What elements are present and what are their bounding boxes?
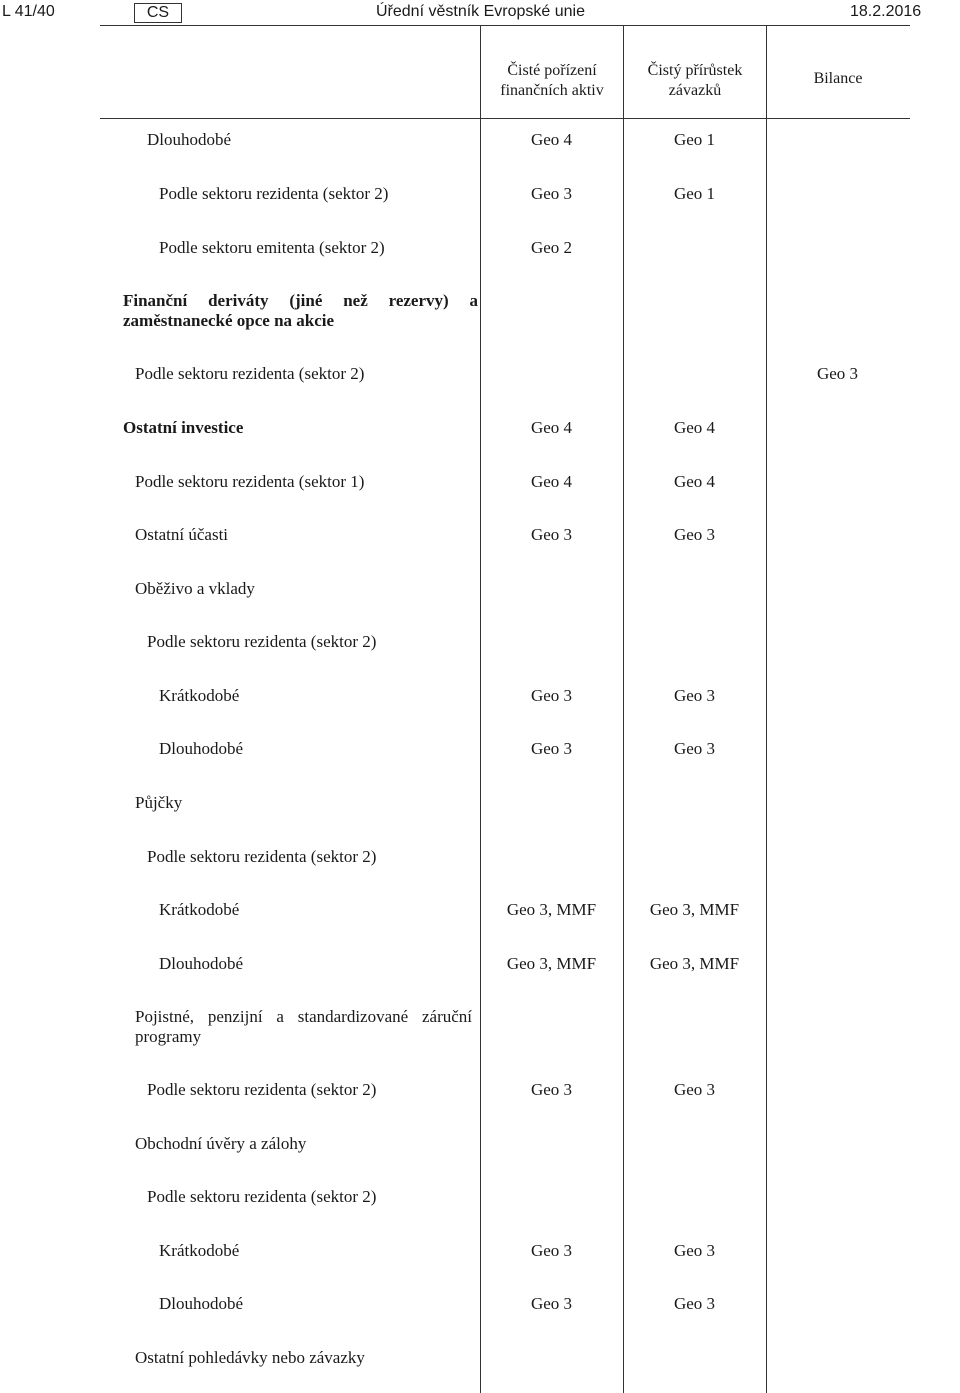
cell-balance: Geo 3 [816,364,859,383]
cell-liabilities: Geo 3 [673,1241,716,1260]
column-header-liabilities: Čistý přírůstek závazků [647,62,743,99]
row-label: Krátkodobé [159,900,240,919]
column-divider [623,25,624,1393]
cell-assets: Geo 4 [530,418,573,437]
row-label: Finanční deriváty (jiné než rezervy) a zaměstnanecké opce na akcie [123,291,478,330]
cell-assets: Geo 3 [530,739,573,758]
row-label: Ostatní účasti [135,525,229,544]
row-label: Podle sektoru rezidenta (sektor 2) [159,184,389,203]
cell-assets: Geo 3 [530,1294,573,1313]
cell-liabilities: Geo 3 [673,686,716,705]
publication-date: 18.2.2016 [850,3,922,20]
cell-liabilities: Geo 4 [673,418,716,437]
cell-assets: Geo 2 [530,238,573,257]
cell-liabilities: Geo 3 [673,525,716,544]
cell-assets: Geo 3, MMF [506,954,597,973]
row-label: Podle sektoru rezidenta (sektor 2) [135,364,365,383]
row-label: Podle sektoru rezidenta (sektor 2) [147,1080,377,1099]
cell-assets: Geo 3 [530,525,573,544]
cell-liabilities: Geo 1 [673,184,716,203]
column-header-assets: Čisté pořízení finančních aktiv [500,62,604,99]
cell-assets: Geo 3, MMF [506,900,597,919]
page-number: L 41/40 [2,3,55,20]
column-header-balance: Bilance [813,70,863,87]
cell-liabilities: Geo 3, MMF [649,900,740,919]
cell-liabilities: Geo 3 [673,1294,716,1313]
table-top-rule [100,25,910,26]
row-label: Půjčky [135,793,183,812]
cell-liabilities: Geo 1 [673,130,716,149]
cell-liabilities: Geo 3 [673,739,716,758]
cell-assets: Geo 3 [530,184,573,203]
cell-liabilities: Geo 3 [673,1080,716,1099]
row-label: Dlouhodobé [147,130,232,149]
row-label: Dlouhodobé [159,1294,244,1313]
cell-assets: Geo 4 [530,472,573,491]
row-label: Podle sektoru emitenta (sektor 2) [159,238,385,257]
journal-title: Úřední věstník Evropské unie [376,3,585,20]
row-label: Dlouhodobé [159,954,244,973]
row-label: Krátkodobé [159,1241,240,1260]
cell-assets: Geo 4 [530,130,573,149]
language-badge: CS [134,3,182,23]
row-label: Podle sektoru rezidenta (sektor 1) [135,472,365,491]
cell-assets: Geo 3 [530,686,573,705]
column-divider [766,25,767,1393]
row-label: Oběživo a vklady [135,579,255,598]
cell-liabilities: Geo 4 [673,472,716,491]
row-label: Pojistné, penzijní a standardizované záruční programy [135,1007,472,1046]
row-label: Podle sektoru rezidenta (sektor 2) [147,847,377,866]
row-label: Ostatní pohledávky nebo závazky [135,1348,365,1367]
row-label: Dlouhodobé [159,739,244,758]
cell-assets: Geo 3 [530,1080,573,1099]
row-label: Krátkodobé [159,686,240,705]
table-header-rule [100,118,910,119]
row-label: Ostatní investice [123,418,244,437]
page-header [0,0,960,26]
row-label: Podle sektoru rezidenta (sektor 2) [147,1187,377,1206]
cell-assets: Geo 3 [530,1241,573,1260]
cell-liabilities: Geo 3, MMF [649,954,740,973]
row-label: Podle sektoru rezidenta (sektor 2) [147,632,377,651]
row-label: Obchodní úvěry a zálohy [135,1134,307,1153]
column-divider [480,25,481,1393]
